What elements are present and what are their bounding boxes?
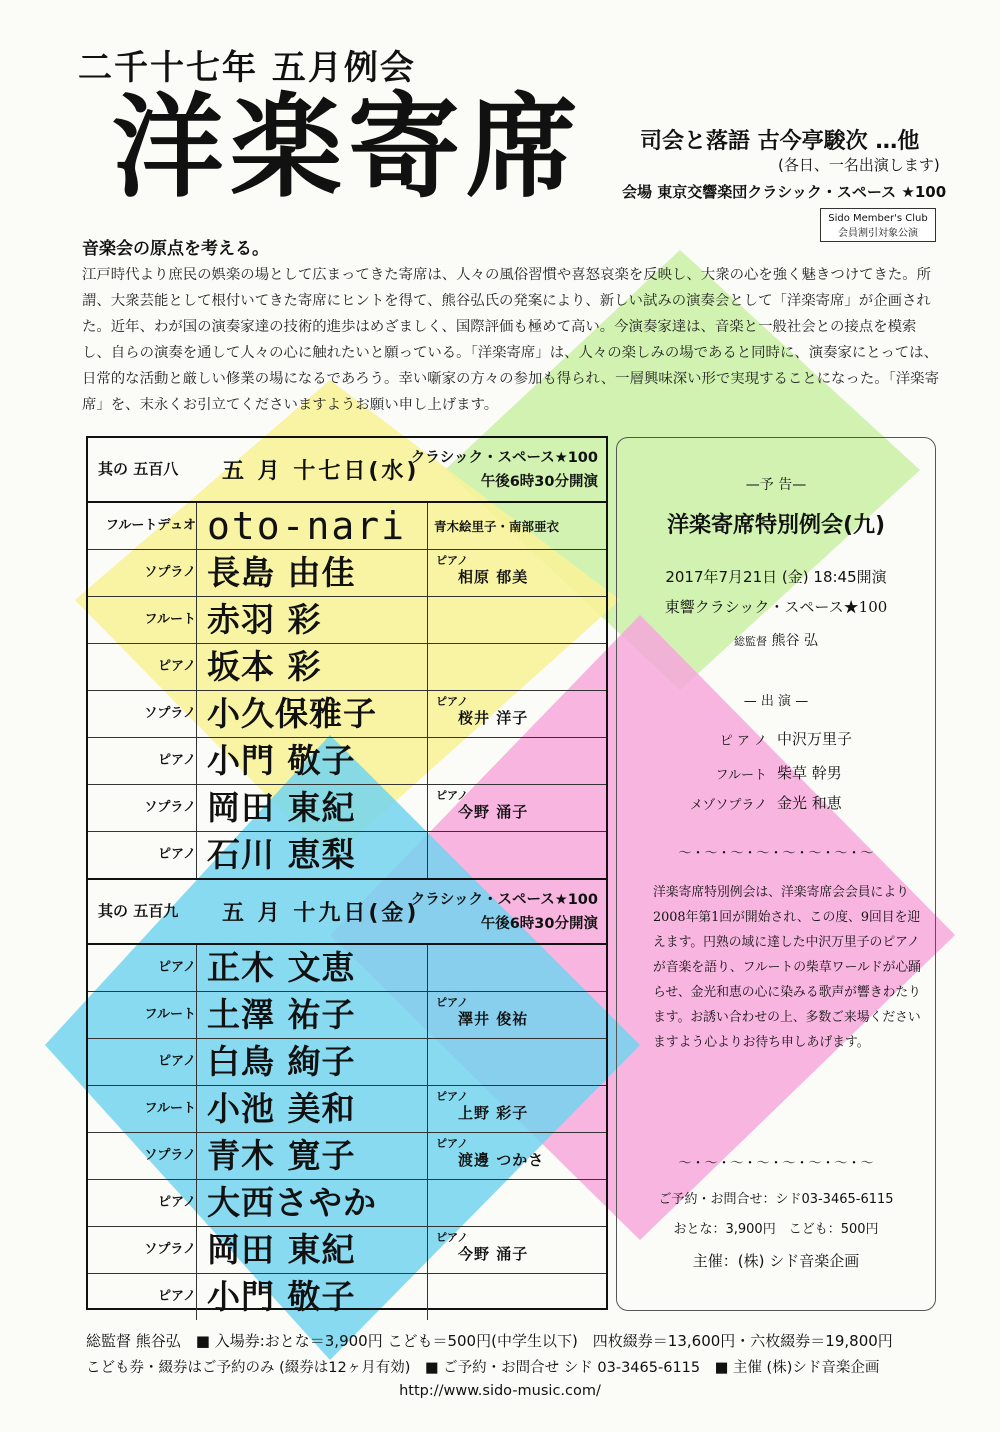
section2-time: 午後6時30分開演 (480, 916, 598, 932)
row-role: ピアノ (158, 1289, 196, 1304)
section2-rows (88, 945, 606, 1320)
section2-venue: クラシック・スペース★100 (410, 892, 598, 908)
section1-venue: クラシック・スペース★100 (410, 450, 598, 466)
row-acc: 相原 郁美 (458, 568, 529, 586)
divider: ～・～・～・～・～・～・～・～ (678, 1156, 874, 1171)
table-row (88, 1274, 606, 1320)
notice-director-label: 総監督 (734, 635, 768, 648)
host-line: 司会と落語 古今亭駿次 …他 (640, 129, 920, 154)
row-acc-role: ピアノ (436, 1137, 469, 1150)
section1-header (88, 438, 606, 503)
row-acc: 渡邊 つかさ (458, 1151, 545, 1169)
notice-organizer: 主催：(株) シド音楽企画 (692, 1252, 860, 1270)
cast-role: ピ ア ノ (719, 734, 767, 749)
row-name: 正木 文恵 (196, 945, 428, 991)
row-acc-role: ピアノ (436, 1231, 469, 1244)
row-name: 小門 敬子 (196, 1274, 428, 1320)
row-acc: 上野 彩子 (458, 1104, 529, 1122)
section2-venue-time (411, 888, 598, 936)
notice-director (617, 630, 935, 650)
event-subtitle: 二千十七年 五月例会 (78, 48, 416, 88)
cast-name: 中沢万里子 (777, 730, 853, 748)
venue-line: 会場 東京交響楽団クラシック・スペース ★100 (622, 183, 947, 201)
table-row (88, 1039, 606, 1086)
row-name: oto-nari (196, 503, 428, 549)
member-badge-line2: 会員割引対象公演 (838, 228, 918, 239)
row-name: 岡田 東紀 (196, 785, 428, 831)
notice-price: おとな：3,900円 こども：500円 (673, 1222, 879, 1237)
row-role: ソプラノ (144, 565, 196, 580)
section1-venue-time (411, 446, 598, 494)
member-badge-line1: Sido Member's Club (828, 213, 928, 224)
section1-time: 午後6時30分開演 (480, 474, 598, 490)
notice-contact: ご予約・お問合せ：シド03-3465-6115 (658, 1192, 894, 1207)
row-name: 坂本 彩 (196, 644, 428, 690)
row-name: 赤羽 彩 (196, 597, 428, 643)
table-row (88, 1180, 606, 1227)
row-name: 土澤 祐子 (196, 992, 428, 1038)
table-row (88, 738, 606, 785)
row-acc: 今野 涌子 (458, 1245, 529, 1263)
row-role: ピアノ (158, 659, 196, 674)
section1-rows (88, 503, 606, 880)
cast-role: フルート (715, 768, 767, 783)
row-acc-role: ピアノ (436, 695, 469, 708)
table-row (88, 1133, 606, 1180)
row-role: ピアノ (158, 847, 196, 862)
notice-yokoku: —予 告— (745, 477, 807, 493)
notice-date (617, 566, 935, 587)
notice-body: 洋楽寄席特別例会は、洋楽寄席会会員により2008年第1回が開始され、この度、9回目を迎えます。円熟の域に達した中沢万里子のピアノが音楽を語り、フルートの柴草ワールドが心踊らせ、金光和恵の心に染みる歌声が響きわたります。お誘い合わせの上、多数ご来場くださいますよう心よりお待ち申しあげます。 (653, 885, 921, 1050)
section1-number: 其の 五百八 (98, 460, 179, 478)
table-row (88, 992, 606, 1039)
row-acc-role: ピアノ (436, 996, 469, 1009)
row-name: 青木 寛子 (196, 1133, 428, 1179)
row-acc: 澤井 俊祐 (458, 1010, 529, 1028)
row-name: 長島 由佳 (196, 550, 428, 596)
row-name: 大西さやか (196, 1180, 428, 1226)
special-event-notice (616, 437, 936, 1311)
footer-contact-info: こども券・綴券はご予約のみ (綴券は12ヶ月有効) ■ ご予約・お問合せ シド 03-3465-6115 ■ 主催 (株)シド音楽企画 (86, 1360, 880, 1376)
cast-role: メゾソプラノ (689, 798, 767, 813)
row-role: ソプラノ (144, 706, 196, 721)
divider: ～・～・～・～・～・～・～・～ (678, 846, 874, 861)
cast-name: 柴草 幹男 (777, 764, 842, 782)
table-row (88, 644, 606, 691)
row-name: 小久保雅子 (196, 691, 428, 737)
row-acc-role: ピアノ (436, 789, 469, 802)
notice-title: 洋楽寄席特別例会(九) (666, 513, 886, 538)
intro-body: 江戸時代より庶民の娯楽の場として広まってきた寄席は、人々の風俗習慣や喜怒哀楽を反映し、大衆の心を強く魅きつけてきた。所謂、大衆芸能として根付いてきた寄席にヒントを得て、熊谷弘氏の発案により、新しい試みの演奏会として「洋楽寄席」が企画された。近年、わが国の演奏家達の技術的進歩はめざましく、国際評価も極めて高い。今演奏家達は、音楽と一般社会との接点を模索し、自らの演奏を通して人々の心に触れたいと願っている。「洋楽寄席」は、人々の楽しみの場であると同時に、演奏家にとっては、日常的な活動と厳しい修業の場になるであろう。幸い噺家の方々の参加も得られ、一層興味深い形で実現することになった。「洋楽寄席」を、末永くお引立てくださいますようお願い申し上げます。 (82, 267, 939, 413)
cast-name: 金光 和恵 (777, 794, 842, 812)
notice-date-time: 18:45開演 (813, 568, 887, 586)
row-name: 岡田 東紀 (196, 1227, 428, 1273)
footer-url[interactable]: http://www.sido-music.com/ (399, 1383, 601, 1399)
cast-heading: — 出 演 — (743, 694, 809, 709)
section2-number: 其の 五百九 (98, 902, 179, 920)
row-name: 石川 恵梨 (196, 832, 428, 878)
row-name: 白鳥 絢子 (196, 1039, 428, 1085)
table-row (88, 503, 606, 550)
section2-date: 五 月 十九日(金) (222, 901, 420, 926)
row-role: ソプラノ (144, 1148, 196, 1163)
intro-heading: 音楽会の原点を考える。 (82, 239, 269, 259)
duo-members: 青木絵里子・南部亜衣 (434, 519, 560, 534)
host-note: (各日、一名出演します) (778, 156, 940, 174)
table-row (88, 597, 606, 644)
notice-director-name: 熊谷 弘 (771, 633, 818, 649)
main-title: 洋楽寄席 (112, 83, 584, 213)
row-role: ピアノ (158, 960, 196, 975)
row-name: 小門 敬子 (196, 738, 428, 784)
table-row (88, 550, 606, 597)
row-role: ピアノ (158, 1195, 196, 1210)
table-row (88, 1227, 606, 1274)
table-row (88, 785, 606, 832)
footer-ticket-info: 総監督 熊谷弘 ■ 入場券:おとな＝3,900円 こども＝500円(中学生以下) 四枚綴券＝13,600円・六枚綴券＝19,800円 (86, 1332, 893, 1350)
row-role: フルートデュオ (105, 518, 196, 533)
row-acc: 桜井 洋子 (458, 709, 529, 727)
row-role: ピアノ (158, 1054, 196, 1069)
table-row (88, 1086, 606, 1133)
section2-header (88, 880, 606, 945)
row-name: 小池 美和 (196, 1086, 428, 1132)
row-role: ソプラノ (144, 1242, 196, 1257)
program-table (86, 436, 608, 1316)
notice-venue: 東響クラシック・スペース★100 (664, 598, 888, 616)
row-role: フルート (144, 1101, 196, 1116)
row-role: ピアノ (158, 753, 196, 768)
section1-date: 五 月 十七日(水) (222, 459, 420, 484)
table-row (88, 945, 606, 992)
table-row (88, 691, 606, 738)
row-role: ソプラノ (144, 800, 196, 815)
notice-date-main: 2017年7月21日 (金) (665, 568, 809, 586)
row-acc: 今野 涌子 (458, 803, 529, 821)
row-role: フルート (144, 1007, 196, 1022)
row-acc-role: ピアノ (436, 1090, 469, 1103)
row-role: フルート (144, 612, 196, 627)
table-row (88, 832, 606, 880)
member-badge (820, 208, 936, 242)
row-acc-role: ピアノ (436, 554, 469, 567)
